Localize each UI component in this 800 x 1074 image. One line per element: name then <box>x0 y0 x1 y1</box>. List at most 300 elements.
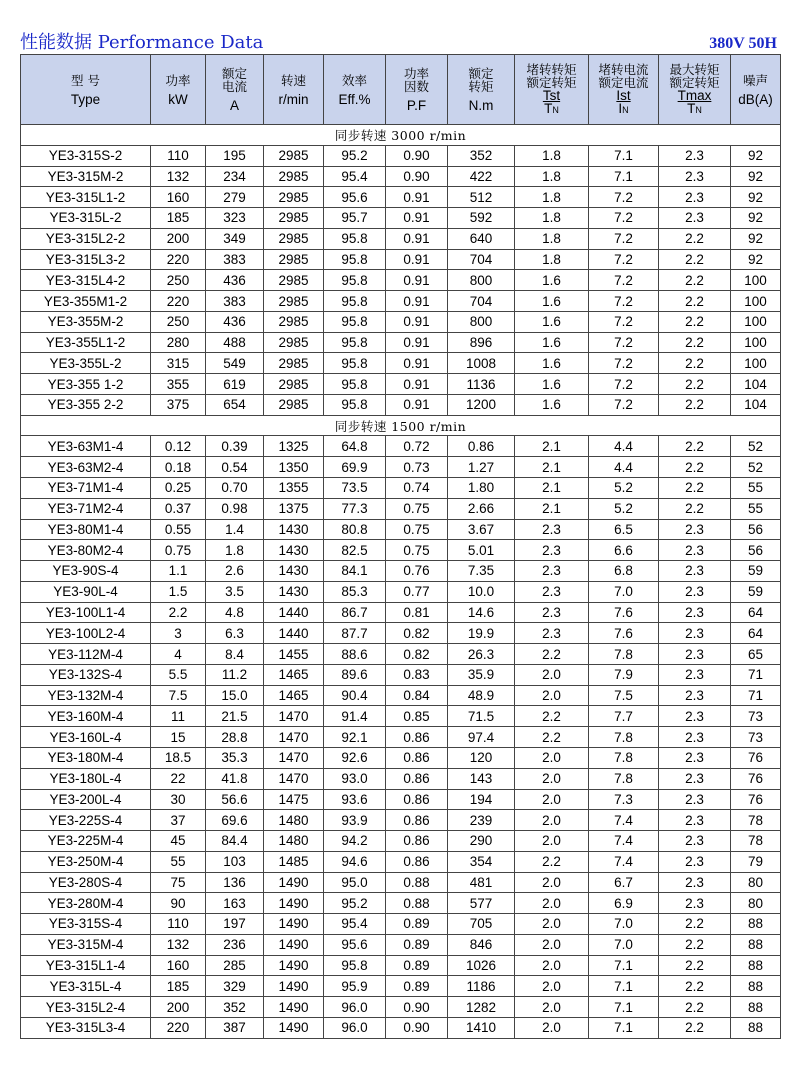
table-cell: 2.66 <box>448 498 515 519</box>
performance-table <box>20 54 781 1039</box>
table-row <box>21 810 781 831</box>
table-cell: 2.3 <box>659 851 731 872</box>
table-cell: 2985 <box>264 166 324 187</box>
table-cell: 1470 <box>264 747 324 768</box>
table-cell: 2.2 <box>515 851 589 872</box>
table-cell: 5.2 <box>589 498 659 519</box>
table-cell: 1465 <box>264 685 324 706</box>
table-cell: 0.77 <box>386 581 448 602</box>
table-cell: 3 <box>151 623 206 644</box>
table-cell: 481 <box>448 872 515 893</box>
table-cell: 0.74 <box>386 478 448 499</box>
table-cell: 1470 <box>264 727 324 748</box>
table-cell: 2985 <box>264 249 324 270</box>
model-type-cell: YE3-90L-4 <box>21 581 151 602</box>
model-type-cell: YE3-160L-4 <box>21 727 151 748</box>
table-cell: 76 <box>731 747 781 768</box>
table-cell: 55 <box>731 498 781 519</box>
model-type-cell: YE3-225S-4 <box>21 810 151 831</box>
model-type-cell: YE3-315L-2 <box>21 208 151 229</box>
table-cell: 7.2 <box>589 353 659 374</box>
table-cell: 2.3 <box>659 561 731 582</box>
table-cell: 220 <box>151 1017 206 1038</box>
table-cell: 1440 <box>264 623 324 644</box>
table-cell: 22 <box>151 768 206 789</box>
table-cell: 0.75 <box>386 519 448 540</box>
table-cell: 1455 <box>264 644 324 665</box>
table-row <box>21 706 781 727</box>
model-type-cell: YE3-200L-4 <box>21 789 151 810</box>
column-header-cn: 功率 <box>165 72 191 88</box>
table-cell: 592 <box>448 208 515 229</box>
table-cell: 92 <box>731 249 781 270</box>
column-header-cn: 功率 因数 <box>403 66 429 94</box>
table-cell: 2.3 <box>515 623 589 644</box>
model-type-cell: YE3-180M-4 <box>21 747 151 768</box>
table-cell: 2.0 <box>515 1017 589 1038</box>
table-cell: 120 <box>448 747 515 768</box>
table-cell: 0.70 <box>206 478 264 499</box>
column-header <box>731 55 781 125</box>
table-cell: 2.2 <box>659 270 731 291</box>
table-cell: 1490 <box>264 997 324 1018</box>
table-cell: 2.0 <box>515 914 589 935</box>
table-cell: 104 <box>731 374 781 395</box>
table-cell: 2.1 <box>515 498 589 519</box>
table-cell: 7.8 <box>589 644 659 665</box>
table-cell: 2.3 <box>659 664 731 685</box>
table-cell: 90 <box>151 893 206 914</box>
table-cell: 2.2 <box>659 914 731 935</box>
table-body <box>21 125 781 1039</box>
model-type-cell: YE3-180L-4 <box>21 768 151 789</box>
title-bar <box>20 30 780 54</box>
table-cell: 194 <box>448 789 515 810</box>
column-header-numerator: Tst <box>542 87 561 103</box>
table-cell: 7.1 <box>589 955 659 976</box>
model-type-cell: YE3-315L3-2 <box>21 249 151 270</box>
table-cell: 197 <box>206 914 264 935</box>
table-cell: 1.6 <box>515 374 589 395</box>
table-cell: 2.0 <box>515 810 589 831</box>
table-cell: 2.3 <box>659 685 731 706</box>
model-type-cell: YE3-160M-4 <box>21 706 151 727</box>
table-cell: 1.8 <box>206 540 264 561</box>
column-header-unit: N.m <box>468 98 494 113</box>
table-cell: 1.8 <box>515 208 589 229</box>
table-row <box>21 436 781 457</box>
model-type-cell: YE3-355M1-2 <box>21 291 151 312</box>
table-row <box>21 478 781 499</box>
model-type-cell: YE3-355L1-2 <box>21 332 151 353</box>
table-row <box>21 311 781 332</box>
table-row <box>21 561 781 582</box>
table-cell: 143 <box>448 768 515 789</box>
table-cell: 1.8 <box>515 187 589 208</box>
table-cell: 95.2 <box>324 145 386 166</box>
table-cell: 1008 <box>448 353 515 374</box>
table-cell: 279 <box>206 187 264 208</box>
table-cell: 0.88 <box>386 893 448 914</box>
table-cell: 2.2 <box>659 955 731 976</box>
table-cell: 2.2 <box>659 457 731 478</box>
table-cell: 315 <box>151 353 206 374</box>
table-cell: 2.3 <box>659 789 731 810</box>
table-cell: 75 <box>151 872 206 893</box>
table-cell: 71.5 <box>448 706 515 727</box>
table-cell: 2.0 <box>515 934 589 955</box>
table-cell: 35.9 <box>448 664 515 685</box>
table-cell: 0.81 <box>386 602 448 623</box>
table-cell: 2.2 <box>659 353 731 374</box>
table-cell: 2.1 <box>515 457 589 478</box>
table-cell: 1.6 <box>515 332 589 353</box>
table-cell: 236 <box>206 934 264 955</box>
table-row <box>21 249 781 270</box>
table-row <box>21 187 781 208</box>
model-type-cell: YE3-355L-2 <box>21 353 151 374</box>
table-cell: 7.6 <box>589 602 659 623</box>
table-cell: 59 <box>731 581 781 602</box>
model-type-cell: YE3-71M1-4 <box>21 478 151 499</box>
table-cell: 7.0 <box>589 914 659 935</box>
table-cell: 95.9 <box>324 976 386 997</box>
table-row <box>21 581 781 602</box>
table-cell: 1430 <box>264 540 324 561</box>
table-cell: 100 <box>731 270 781 291</box>
table-cell: 512 <box>448 187 515 208</box>
column-header <box>264 55 324 125</box>
table-cell: 2.3 <box>515 519 589 540</box>
model-type-cell: YE3-355M-2 <box>21 311 151 332</box>
table-cell: 79 <box>731 851 781 872</box>
table-cell: 95.8 <box>324 353 386 374</box>
column-header-cn: 堵转电流 额定电流 <box>598 61 649 90</box>
table-cell: 0.90 <box>386 1017 448 1038</box>
table-cell: 100 <box>731 332 781 353</box>
table-row <box>21 997 781 1018</box>
table-cell: 0.91 <box>386 394 448 415</box>
table-cell: 0.98 <box>206 498 264 519</box>
table-cell: 352 <box>448 145 515 166</box>
table-cell: 280 <box>151 332 206 353</box>
table-cell: 95.6 <box>324 187 386 208</box>
model-type-cell: YE3-71M2-4 <box>21 498 151 519</box>
table-header <box>21 55 781 125</box>
table-cell: 1490 <box>264 872 324 893</box>
table-cell: 577 <box>448 893 515 914</box>
table-cell: 2.2 <box>659 249 731 270</box>
table-cell: 0.55 <box>151 519 206 540</box>
table-cell: 290 <box>448 831 515 852</box>
table-cell: 2.2 <box>659 394 731 415</box>
table-cell: 88 <box>731 976 781 997</box>
table-cell: 7.8 <box>589 727 659 748</box>
column-header <box>21 55 151 125</box>
table-cell: 7.2 <box>589 394 659 415</box>
table-cell: 94.2 <box>324 831 386 852</box>
table-cell: 0.82 <box>386 644 448 665</box>
table-cell: 2.2 <box>659 374 731 395</box>
table-row <box>21 934 781 955</box>
table-cell: 2.3 <box>659 519 731 540</box>
table-cell: 2.3 <box>659 831 731 852</box>
table-cell: 2.0 <box>515 685 589 706</box>
table-cell: 195 <box>206 145 264 166</box>
table-cell: 2.2 <box>659 332 731 353</box>
table-cell: 185 <box>151 208 206 229</box>
table-cell: 1136 <box>448 374 515 395</box>
table-row <box>21 602 781 623</box>
table-cell: 1.8 <box>515 166 589 187</box>
table-cell: 1490 <box>264 893 324 914</box>
table-cell: 250 <box>151 311 206 332</box>
table-cell: 5.5 <box>151 664 206 685</box>
table-cell: 2985 <box>264 228 324 249</box>
table-cell: 7.9 <box>589 664 659 685</box>
table-row <box>21 166 781 187</box>
table-cell: 2.3 <box>659 706 731 727</box>
table-cell: 95.4 <box>324 914 386 935</box>
table-cell: 1490 <box>264 1017 324 1038</box>
column-header-cn: 最大转矩 额定转矩 <box>669 61 720 90</box>
table-cell: 88 <box>731 997 781 1018</box>
table-cell: 6.8 <box>589 561 659 582</box>
table-cell: 2.1 <box>515 436 589 457</box>
table-cell: 104 <box>731 394 781 415</box>
table-cell: 100 <box>731 291 781 312</box>
model-type-cell: YE3-100L2-4 <box>21 623 151 644</box>
table-cell: 2.0 <box>515 768 589 789</box>
column-header-unit: kW <box>168 91 188 107</box>
table-cell: 2.2 <box>659 291 731 312</box>
table-cell: 89.6 <box>324 664 386 685</box>
table-cell: 1282 <box>448 997 515 1018</box>
table-cell: 2.3 <box>659 581 731 602</box>
table-cell: 7.2 <box>589 270 659 291</box>
table-cell: 488 <box>206 332 264 353</box>
table-cell: 0.89 <box>386 955 448 976</box>
table-cell: 1440 <box>264 602 324 623</box>
column-header-cn: 型 号 <box>71 72 100 88</box>
table-cell: 1.6 <box>515 394 589 415</box>
section-label: 同步转速 3000 r/min <box>21 125 781 146</box>
model-type-cell: YE3-132M-4 <box>21 685 151 706</box>
table-cell: 7.2 <box>589 228 659 249</box>
table-cell: 0.73 <box>386 457 448 478</box>
model-type-cell: YE3-63M1-4 <box>21 436 151 457</box>
column-header-cn: 转速 <box>280 72 306 88</box>
model-type-cell: YE3-225M-4 <box>21 831 151 852</box>
table-cell: 26.3 <box>448 644 515 665</box>
table-cell: 1.80 <box>448 478 515 499</box>
table-cell: 95.7 <box>324 208 386 229</box>
model-type-cell: YE3-315S-2 <box>21 145 151 166</box>
table-cell: 1430 <box>264 581 324 602</box>
table-row <box>21 914 781 935</box>
column-header-cn: 效率 <box>341 72 367 88</box>
table-cell: 349 <box>206 228 264 249</box>
table-cell: 1.6 <box>515 311 589 332</box>
table-cell: 2.2 <box>659 478 731 499</box>
table-cell: 7.2 <box>589 291 659 312</box>
table-cell: 705 <box>448 914 515 935</box>
table-cell: 35.3 <box>206 747 264 768</box>
table-cell: 132 <box>151 934 206 955</box>
model-type-cell: YE3-63M2-4 <box>21 457 151 478</box>
table-cell: 0.72 <box>386 436 448 457</box>
table-cell: 1.8 <box>515 228 589 249</box>
table-cell: 200 <box>151 997 206 1018</box>
model-type-cell: YE3-315L3-4 <box>21 1017 151 1038</box>
table-cell: 619 <box>206 374 264 395</box>
table-cell: 1465 <box>264 664 324 685</box>
table-cell: 30 <box>151 789 206 810</box>
table-cell: 1490 <box>264 934 324 955</box>
column-header <box>515 55 589 125</box>
model-type-cell: YE3-315M-2 <box>21 166 151 187</box>
table-cell: 15.0 <box>206 685 264 706</box>
table-cell: 7.8 <box>589 768 659 789</box>
table-cell: 0.18 <box>151 457 206 478</box>
table-row <box>21 145 781 166</box>
table-cell: 2.3 <box>659 768 731 789</box>
table-cell: 14.6 <box>448 602 515 623</box>
table-cell: 355 <box>151 374 206 395</box>
table-cell: 78 <box>731 831 781 852</box>
table-cell: 163 <box>206 893 264 914</box>
model-type-cell: YE3-315L2-4 <box>21 997 151 1018</box>
table-cell: 4 <box>151 644 206 665</box>
table-cell: 0.86 <box>386 831 448 852</box>
table-cell: 136 <box>206 872 264 893</box>
table-cell: 375 <box>151 394 206 415</box>
table-cell: 82.5 <box>324 540 386 561</box>
table-cell: 3.67 <box>448 519 515 540</box>
table-cell: 69.9 <box>324 457 386 478</box>
table-cell: 0.91 <box>386 353 448 374</box>
denominator-subscript: N <box>622 104 629 115</box>
table-cell: 704 <box>448 249 515 270</box>
table-cell: 41.8 <box>206 768 264 789</box>
table-cell: 383 <box>206 291 264 312</box>
table-cell: 2.3 <box>659 893 731 914</box>
table-cell: 2.0 <box>515 976 589 997</box>
table-cell: 1.1 <box>151 561 206 582</box>
table-row <box>21 457 781 478</box>
table-cell: 11.2 <box>206 664 264 685</box>
table-cell: 7.8 <box>589 747 659 768</box>
column-header-unit: Eff.% <box>338 91 371 107</box>
table-cell: 71 <box>731 685 781 706</box>
table-cell: 71 <box>731 664 781 685</box>
table-cell: 92.6 <box>324 747 386 768</box>
table-cell: 95.4 <box>324 166 386 187</box>
table-cell: 160 <box>151 955 206 976</box>
table-cell: 7.4 <box>589 810 659 831</box>
table-cell: 2.3 <box>515 602 589 623</box>
table-row <box>21 955 781 976</box>
table-cell: 0.91 <box>386 249 448 270</box>
model-type-cell: YE3-315L2-2 <box>21 228 151 249</box>
table-cell: 4.4 <box>589 436 659 457</box>
table-cell: 7.3 <box>589 789 659 810</box>
section-header-row <box>21 125 781 146</box>
table-cell: 2.3 <box>659 145 731 166</box>
table-cell: 2.3 <box>659 872 731 893</box>
table-cell: 95.8 <box>324 228 386 249</box>
table-cell: 1026 <box>448 955 515 976</box>
table-cell: 19.9 <box>448 623 515 644</box>
table-cell: 387 <box>206 1017 264 1038</box>
table-cell: 95.8 <box>324 270 386 291</box>
table-cell: 0.90 <box>386 166 448 187</box>
table-cell: 2.2 <box>659 228 731 249</box>
table-cell: 0.91 <box>386 311 448 332</box>
column-header-denominator <box>589 102 658 117</box>
table-cell: 2.2 <box>515 727 589 748</box>
table-cell: 7.4 <box>589 831 659 852</box>
table-cell: 323 <box>206 208 264 229</box>
table-cell: 2.3 <box>659 727 731 748</box>
table-cell: 0.89 <box>386 976 448 997</box>
table-cell: 2985 <box>264 187 324 208</box>
table-cell: 1375 <box>264 498 324 519</box>
table-cell: 2.2 <box>515 644 589 665</box>
column-header <box>589 55 659 125</box>
table-cell: 436 <box>206 270 264 291</box>
table-cell: 65 <box>731 644 781 665</box>
table-cell: 7.2 <box>589 332 659 353</box>
table-cell: 132 <box>151 166 206 187</box>
table-cell: 250 <box>151 270 206 291</box>
table-cell: 2.2 <box>659 997 731 1018</box>
table-cell: 4.8 <box>206 602 264 623</box>
column-header-numerator: Tmax <box>677 87 712 103</box>
table-cell: 2.0 <box>515 747 589 768</box>
table-cell: 2.2 <box>659 1017 731 1038</box>
table-cell: 95.8 <box>324 394 386 415</box>
table-cell: 7.0 <box>589 934 659 955</box>
model-type-cell: YE3-315L1-4 <box>21 955 151 976</box>
column-header-cn: 噪声 <box>742 72 768 88</box>
table-cell: 2.2 <box>659 934 731 955</box>
table-cell: 7.7 <box>589 706 659 727</box>
column-header-cn: 堵转转矩 额定转矩 <box>526 61 577 90</box>
table-cell: 1480 <box>264 810 324 831</box>
table-cell: 2.2 <box>659 498 731 519</box>
table-cell: 2985 <box>264 332 324 353</box>
table-cell: 0.82 <box>386 623 448 644</box>
table-cell: 0.54 <box>206 457 264 478</box>
table-cell: 95.8 <box>324 955 386 976</box>
model-type-cell: YE3-132S-4 <box>21 664 151 685</box>
table-cell: 1470 <box>264 768 324 789</box>
table-cell: 1485 <box>264 851 324 872</box>
table-cell: 64 <box>731 623 781 644</box>
table-cell: 0.75 <box>151 540 206 561</box>
table-cell: 800 <box>448 270 515 291</box>
table-cell: 0.84 <box>386 685 448 706</box>
table-cell: 352 <box>206 997 264 1018</box>
column-header <box>324 55 386 125</box>
table-cell: 18.5 <box>151 747 206 768</box>
table-cell: 80.8 <box>324 519 386 540</box>
table-cell: 2985 <box>264 270 324 291</box>
table-cell: 73.5 <box>324 478 386 499</box>
table-cell: 76 <box>731 768 781 789</box>
column-header-unit: Type <box>70 91 101 107</box>
